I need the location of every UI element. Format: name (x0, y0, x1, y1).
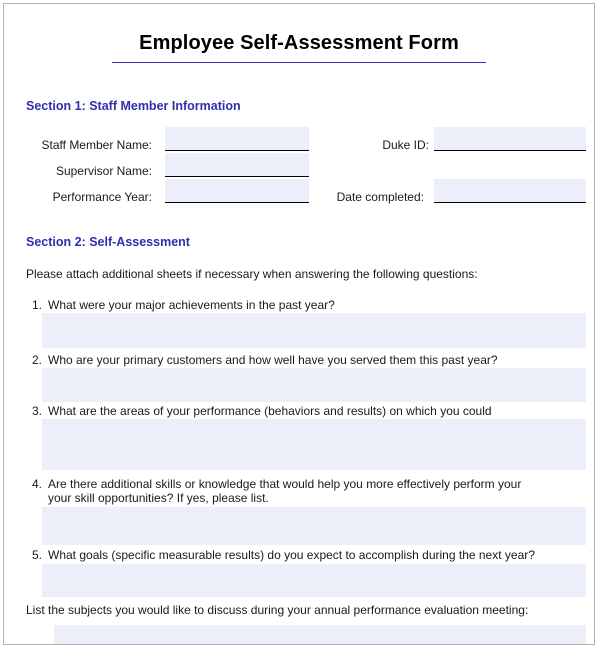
input-supervisor-name[interactable] (165, 153, 309, 177)
label-staff-member-name: Staff Member Name: (41, 138, 152, 152)
label-performance-year: Performance Year: (52, 190, 152, 204)
answer-box-question-4[interactable] (42, 507, 586, 545)
input-duke-id[interactable] (434, 127, 586, 151)
input-date-completed[interactable] (434, 179, 586, 203)
input-staff-member-name[interactable] (165, 127, 309, 151)
page-content (4, 4, 594, 644)
input-performance-year[interactable] (165, 179, 309, 203)
answer-box-question-5[interactable] (42, 564, 586, 597)
question-4-text-line-2: your skill opportunities? If yes, please list. (48, 491, 269, 505)
label-duke-id: Duke ID: (382, 138, 429, 152)
question-3-text: What are the areas of your performance (behaviors and results) on which you could (48, 404, 492, 418)
question-2-text: Who are your primary customers and how well have you served them this past year? (48, 353, 498, 367)
section-2-instruction: Please attach additional sheets if necessary when answering the following questions: (26, 267, 478, 281)
section-2-heading: Section 2: Self-Assessment (26, 235, 190, 249)
question-3-number: 3. (31, 404, 42, 418)
question-1-number: 1. (31, 298, 42, 312)
question-5-number: 5. (31, 548, 42, 562)
document-page (3, 3, 595, 645)
section-1-heading: Section 1: Staff Member Information (26, 99, 241, 113)
question-4-text-line-1: Are there additional skills or knowledge that would help you more effectively perform your (48, 477, 522, 491)
label-date-completed: Date completed: (336, 190, 424, 204)
question-2-number: 2. (31, 353, 42, 367)
closing-prompt-text: List the subjects you would like to discuss during your annual performance evaluation meeting: (26, 603, 529, 617)
question-5-text: What goals (specific measurable results) do you expect to accomplish during the next year? (48, 548, 535, 562)
question-1-text: What were your major achievements in the past year? (48, 298, 335, 312)
page-title: Employee Self-Assessment Form (139, 32, 459, 54)
question-4-number: 4. (31, 477, 42, 491)
answer-box-closing-prompt[interactable] (54, 625, 586, 645)
label-supervisor-name: Supervisor Name: (55, 164, 152, 178)
answer-box-question-1[interactable] (42, 313, 586, 348)
title-underline-rule (112, 62, 486, 63)
